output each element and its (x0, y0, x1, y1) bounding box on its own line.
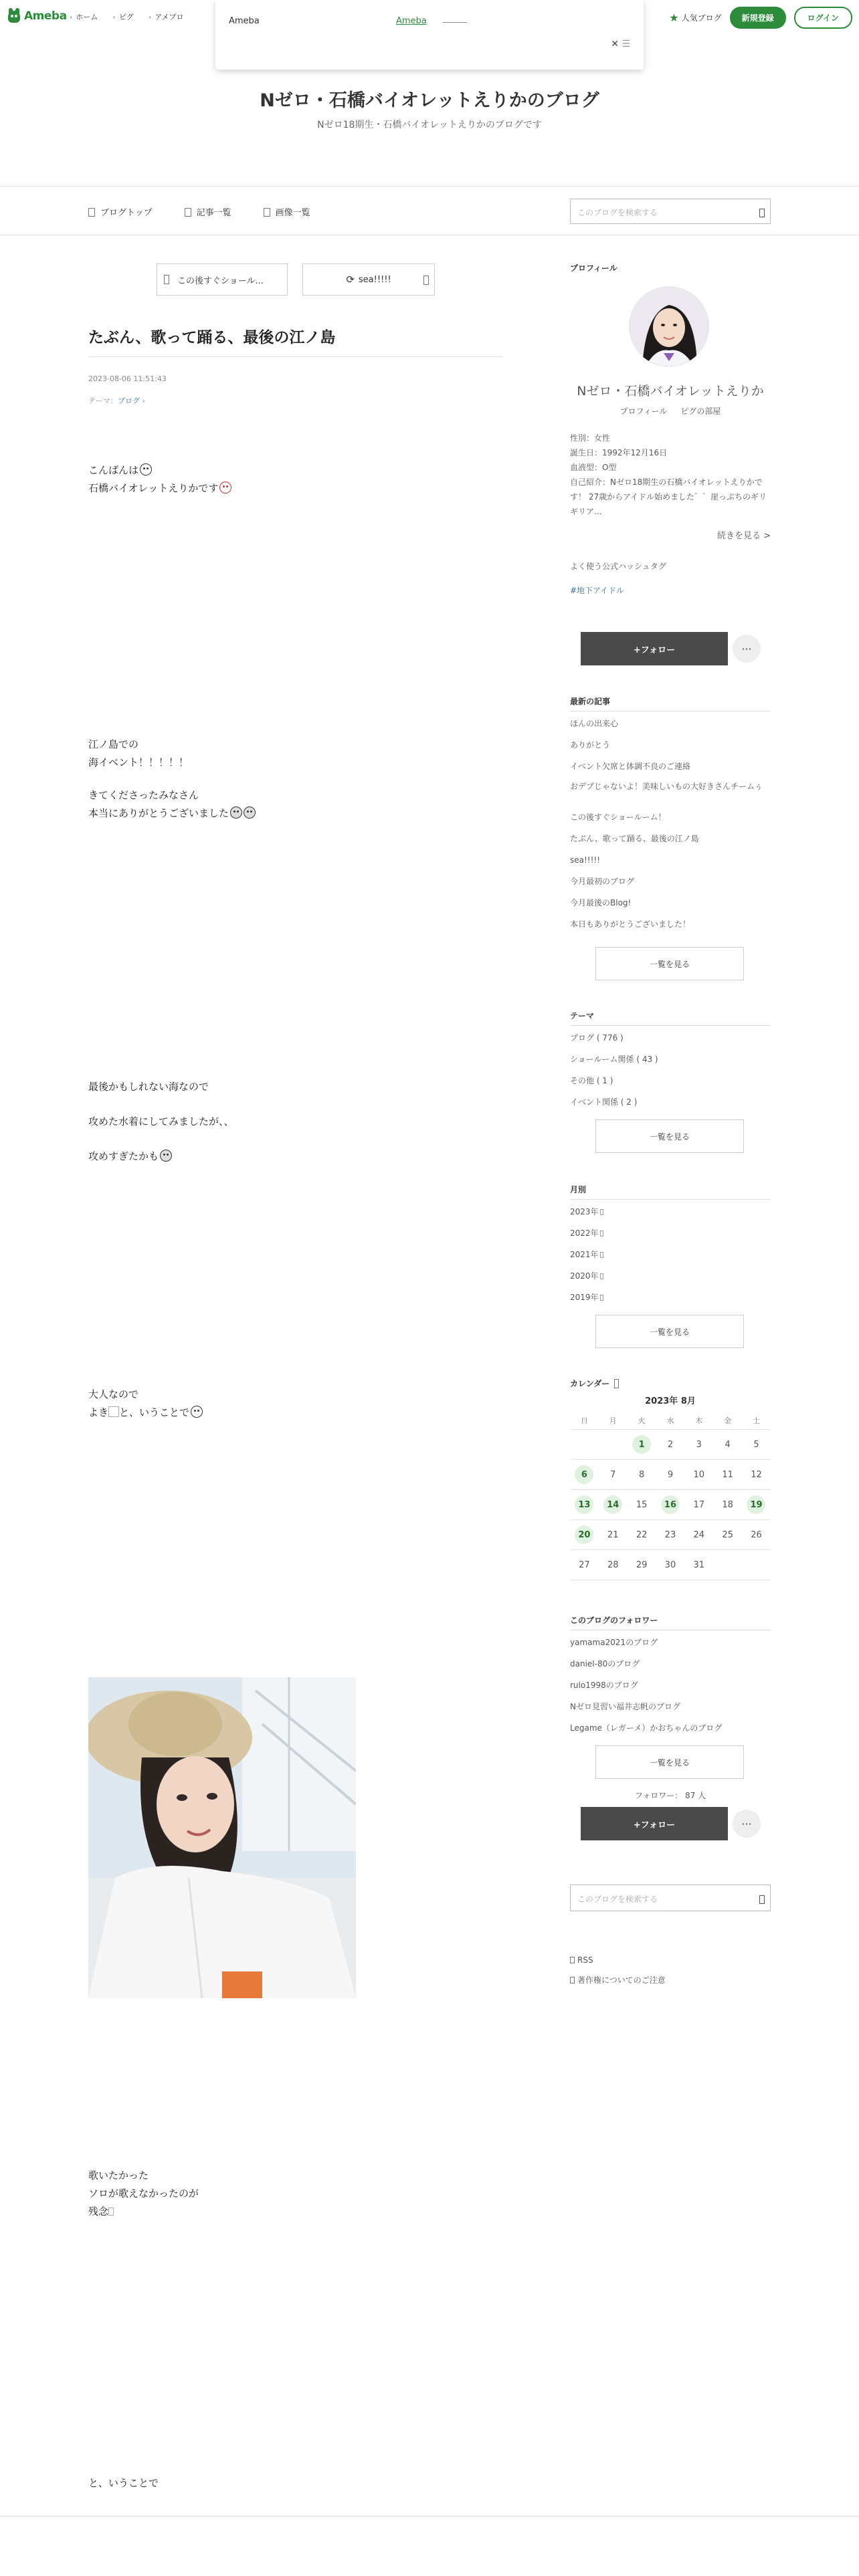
follow-button-bottom[interactable]: +フォロー (581, 1807, 728, 1840)
follower-count: フォロワー： 87 人 (634, 1791, 706, 1800)
nav-blog-top-label: ブログトップ (100, 208, 153, 218)
face-emoji-icon (219, 481, 231, 494)
recent-item[interactable]: たぶん、歌って踊る、最後の江ノ島 (570, 834, 699, 843)
popover-underline (443, 22, 467, 23)
profile-gender: 性別：女性 (570, 433, 611, 443)
calendar-weekday: 金 (724, 1416, 732, 1425)
calendar-weekday: 木 (695, 1416, 703, 1425)
follower-item[interactable]: daniel-80のブログ (570, 1659, 640, 1669)
calendar-weekday: 月 (609, 1416, 617, 1425)
document-icon (570, 1977, 575, 1983)
home-icon (88, 208, 95, 217)
ameba-logo-icon (7, 8, 21, 24)
top-nav (70, 11, 184, 22)
image-icon (264, 208, 270, 217)
calendar-week-row (570, 1520, 771, 1550)
account-popover (215, 0, 644, 70)
calendar-day (713, 1550, 742, 1580)
profile-name[interactable]: Nゼロ・石橋バイオレットえりか (577, 384, 764, 399)
profile-intro: 自己紹介：Nゼロ18期生の石橋バイオレットえりかです！ 27歳からアイドル始めました゛゛崖っぷちのギリギリア... (570, 477, 767, 516)
calendar-day: 23 (664, 1529, 676, 1540)
avatar-illustration (629, 286, 709, 366)
calendar-day: 11 (722, 1469, 733, 1480)
calendar-weekday: 火 (638, 1416, 646, 1425)
calendar-day[interactable]: 14 (599, 1490, 628, 1519)
login-button[interactable]: ログイン (794, 7, 852, 29)
article-line: きてくださったみなさん (88, 789, 199, 801)
recent-item[interactable]: 本日もありがとうございました！ (570, 920, 691, 929)
more-options-icon[interactable]: ··· (733, 1810, 761, 1838)
recent-item[interactable]: ほんの出来心 (570, 719, 619, 728)
theme-prefix: テーマ： (88, 397, 118, 405)
article-title[interactable]: たぶん、歌って踊る、最後の江ノ島 (88, 325, 503, 357)
chevron-icon (600, 1273, 603, 1279)
top-right-actions (669, 7, 859, 29)
refresh-icon: ⟳ (346, 274, 355, 286)
calendar-week-row (570, 1460, 771, 1490)
calendar-weekday-row (570, 1411, 771, 1430)
article-line: 大人なので (88, 1388, 139, 1400)
profile-more-link[interactable]: 続きを見る > (717, 531, 771, 541)
calendar-weekday: 土 (752, 1416, 760, 1425)
calendar-day: 9 (667, 1469, 674, 1480)
star-icon: ★ (669, 11, 679, 24)
month-item[interactable]: 2023年 (570, 1201, 771, 1222)
popular-blog-label: 人気ブログ (681, 13, 722, 23)
sweat-emoji-icon (160, 1150, 172, 1162)
broken-emoji-icon (108, 2208, 114, 2216)
recent-heading: 最新の記事 (570, 695, 771, 712)
months-heading: 月別 (570, 1184, 771, 1200)
calendar-prev-icon[interactable] (614, 1379, 619, 1388)
chevron-icon (600, 1252, 603, 1258)
calendar-day: 2 (667, 1439, 674, 1450)
recent-item[interactable]: イベント欠席と体調不良のご連絡 (570, 762, 691, 771)
calendar-weekday: 水 (666, 1416, 674, 1425)
profile-birthday: 誕生日：1992年12月16日 (570, 448, 668, 457)
calendar-day: 18 (722, 1499, 733, 1510)
chevron-icon (600, 1209, 603, 1215)
popover-link[interactable]: Ameba (396, 16, 427, 26)
blog-search-input[interactable] (570, 199, 771, 224)
blog-title[interactable]: Nゼロ・石橋バイオレットえりかのブログ (260, 90, 599, 111)
calendar-day: 27 (579, 1560, 590, 1570)
prev-entry-button[interactable] (157, 263, 288, 296)
list-icon (185, 208, 191, 217)
calendar-day: 8 (638, 1469, 645, 1480)
nav-entry-list[interactable] (185, 205, 231, 218)
recent-item[interactable]: ありがとう (570, 740, 611, 750)
theme-item[interactable]: ショールーム関係 ( 43 ) (570, 1055, 658, 1064)
calendar-day: 5 (753, 1439, 759, 1450)
article-line: 残念 (88, 2203, 114, 2221)
article-line: 石橋バイオレットえりかです (88, 479, 231, 498)
nav-entry-list-label: 記事一覧 (196, 208, 231, 218)
search-icon[interactable] (759, 209, 765, 217)
nav-image-list[interactable] (264, 205, 310, 218)
article-line: 攻めた水着にしてみましたが、、 (88, 1115, 234, 1128)
chevron-right-icon (423, 276, 429, 285)
article-photo[interactable] (88, 1677, 356, 1998)
top-nav-pigg[interactable]: › ピグ (112, 11, 133, 22)
calendar-day: 31 (693, 1560, 705, 1570)
calendar-grid (570, 1411, 771, 1580)
article-line: よき と、いうことで (88, 1404, 203, 1422)
follower-item[interactable]: yamama2021のブログ (570, 1638, 658, 1647)
wink-emoji-icon (191, 1406, 203, 1418)
calendar-day[interactable]: 16 (656, 1490, 685, 1519)
copyright-link[interactable]: 著作権についてのご注意 (570, 1974, 666, 1985)
profile-links (570, 405, 771, 417)
popular-blog-link[interactable] (669, 11, 721, 24)
calendar-week-row (570, 1430, 771, 1460)
article-line: 最後かもしれない海なので (88, 1081, 209, 1093)
month-item[interactable]: 2022年 (570, 1222, 771, 1244)
next-entry-button[interactable] (302, 263, 435, 296)
article-line: ソロが歌えなかったのが (88, 2187, 199, 2199)
calendar-day: 28 (607, 1560, 619, 1570)
profile-heading: プロフィール (570, 263, 617, 273)
article-date: 2023-08-06 11:51:43 (88, 374, 167, 383)
ameba-logo[interactable] (7, 8, 67, 24)
rss-icon (570, 1957, 575, 1963)
chevron-icon (600, 1230, 603, 1237)
calendar-day[interactable]: 6 (570, 1460, 599, 1489)
calendar-day: 12 (751, 1469, 762, 1480)
theme-item[interactable]: ブログ ( 776 ) (570, 1033, 624, 1043)
calendar-day (742, 1550, 771, 1580)
profile-blood-type: 血液型：O型 (570, 463, 617, 472)
chevron-icon (600, 1295, 603, 1301)
logo-text: Ameba (24, 9, 67, 23)
recent-item[interactable]: sea!!!!! (570, 855, 601, 865)
theme-link[interactable]: ブログ (118, 397, 140, 405)
calendar-day: 25 (722, 1529, 733, 1540)
crying-emoji-icon (230, 807, 242, 819)
more-options-icon[interactable]: ··· (733, 635, 761, 663)
follow-button[interactable]: +フォロー (581, 632, 728, 665)
recent-item[interactable]: この後すぐショールーム！ (570, 813, 666, 822)
rss-link[interactable]: RSS (570, 1955, 593, 1965)
follower-item[interactable]: Legame（レガーメ）かおちゃんのブログ (570, 1723, 723, 1733)
popover-close-controls[interactable] (611, 39, 630, 49)
calendar-week-row (570, 1550, 771, 1580)
recent-item[interactable]: 今月最初のブログ (570, 877, 635, 886)
calendar-title: 2023年 8月 (645, 1396, 696, 1406)
crying-emoji-icon (244, 807, 256, 819)
article-line: 本当にありがとうございました (88, 804, 256, 823)
popover-label: Ameba (229, 16, 260, 26)
profile-link[interactable]: プロフィール (619, 407, 668, 416)
follower-item[interactable]: Nゼロ見習い福井志帆のブログ (570, 1702, 680, 1711)
followers-all-button[interactable]: 一覧を見る (595, 1745, 744, 1779)
nav-blog-top[interactable] (88, 205, 153, 218)
months-all-button[interactable]: 一覧を見る (595, 1315, 744, 1348)
calendar-day: 30 (664, 1560, 676, 1570)
follower-item[interactable]: rulo1998のブログ (570, 1681, 638, 1690)
blog-nav-bar (0, 186, 859, 235)
calendar-day: 10 (693, 1469, 705, 1480)
calendar-day[interactable]: 13 (570, 1490, 599, 1519)
recent-all-button[interactable]: 一覧を見る (595, 947, 744, 980)
calendar-day: 26 (751, 1529, 762, 1540)
calendar-day: 7 (610, 1469, 616, 1480)
theme-item[interactable]: イベント関係 ( 2 ) (570, 1097, 638, 1107)
search-icon[interactable] (759, 1895, 765, 1904)
search-placeholder: このブログを検索する (577, 1895, 658, 1904)
calendar-day[interactable]: 19 (742, 1490, 771, 1519)
month-item[interactable]: 2020年 (570, 1265, 771, 1287)
theme-item[interactable]: その他 ( 1 ) (570, 1076, 613, 1085)
calendar-day (570, 1430, 599, 1459)
blog-description: Nゼロ18期生・石橋バイオレットえりかのブログです (317, 120, 542, 130)
calendar-day: 15 (636, 1499, 648, 1510)
calendar-day: 29 (636, 1560, 648, 1570)
themes-list (570, 1027, 771, 1113)
calendar-week-row (570, 1490, 771, 1520)
sidebar-search-input[interactable] (570, 1885, 771, 1911)
calendar-day: 4 (725, 1439, 731, 1450)
calendar-day[interactable]: 20 (570, 1520, 599, 1549)
followers-heading: このブログのフォロワー (570, 1614, 771, 1630)
chevron-left-icon (164, 275, 169, 284)
recent-list (570, 713, 771, 935)
article-line: 歌いたかった (88, 2169, 149, 2181)
calendar-weekday: 日 (580, 1416, 588, 1425)
smile-emoji-icon (140, 463, 152, 475)
search-placeholder: このブログを検索する (577, 208, 658, 217)
avatar[interactable] (629, 286, 709, 366)
article-line: 海イベント！！！！！ (88, 756, 189, 768)
months-list (570, 1201, 771, 1308)
article-theme: テーマ：ブログ › (88, 397, 145, 405)
calendar-day: 24 (693, 1529, 705, 1540)
calendar-heading: カレンダー (570, 1379, 610, 1388)
calendar-day: 21 (607, 1529, 619, 1540)
broken-image-icon (108, 1406, 119, 1417)
article-line: こんばんは (88, 461, 152, 479)
pigg-room-link[interactable]: ピグの部屋 (680, 407, 721, 416)
prev-entry-label: この後すぐショール... (177, 276, 264, 286)
top-nav-home[interactable]: › ホーム (70, 11, 98, 22)
close-icon[interactable]: ✕ (611, 39, 619, 49)
next-entry-label: sea!!!!! (358, 274, 391, 285)
calendar-day[interactable]: 1 (628, 1430, 656, 1459)
recent-item[interactable]: 今月最後のBlog! (570, 898, 632, 907)
article-line: 江ノ島での (88, 738, 139, 750)
menu-icon[interactable]: ☰ (622, 39, 630, 49)
calendar-day: 22 (636, 1529, 648, 1540)
calendar-day: 3 (696, 1439, 702, 1450)
month-item[interactable]: 2021年 (570, 1244, 771, 1265)
month-item[interactable]: 2019年 (570, 1287, 771, 1308)
article-line: と、いうことで (88, 2477, 159, 2489)
hashtag-label: よく使う公式ハッシュタグ (570, 562, 666, 571)
hashtag-link[interactable]: #地下アイドル (570, 586, 624, 595)
calendar-day: 17 (693, 1499, 705, 1510)
photo-illustration (88, 1677, 356, 1998)
followers-list (570, 1632, 771, 1739)
nav-image-list-label: 画像一覧 (275, 208, 310, 218)
blog-nav-items (88, 205, 310, 218)
top-nav-ameblo[interactable]: › アメブロ (149, 11, 184, 22)
article-line: 攻めすぎたかも (88, 1148, 172, 1166)
themes-all-button[interactable]: 一覧を見る (595, 1119, 744, 1153)
register-button[interactable]: 新規登録 (730, 7, 786, 29)
calendar-day (599, 1430, 628, 1459)
themes-heading: テーマ (570, 1010, 771, 1026)
recent-item[interactable]: おデブじゃないよ！美味しいもの大好きさんチームぅ (570, 782, 763, 791)
